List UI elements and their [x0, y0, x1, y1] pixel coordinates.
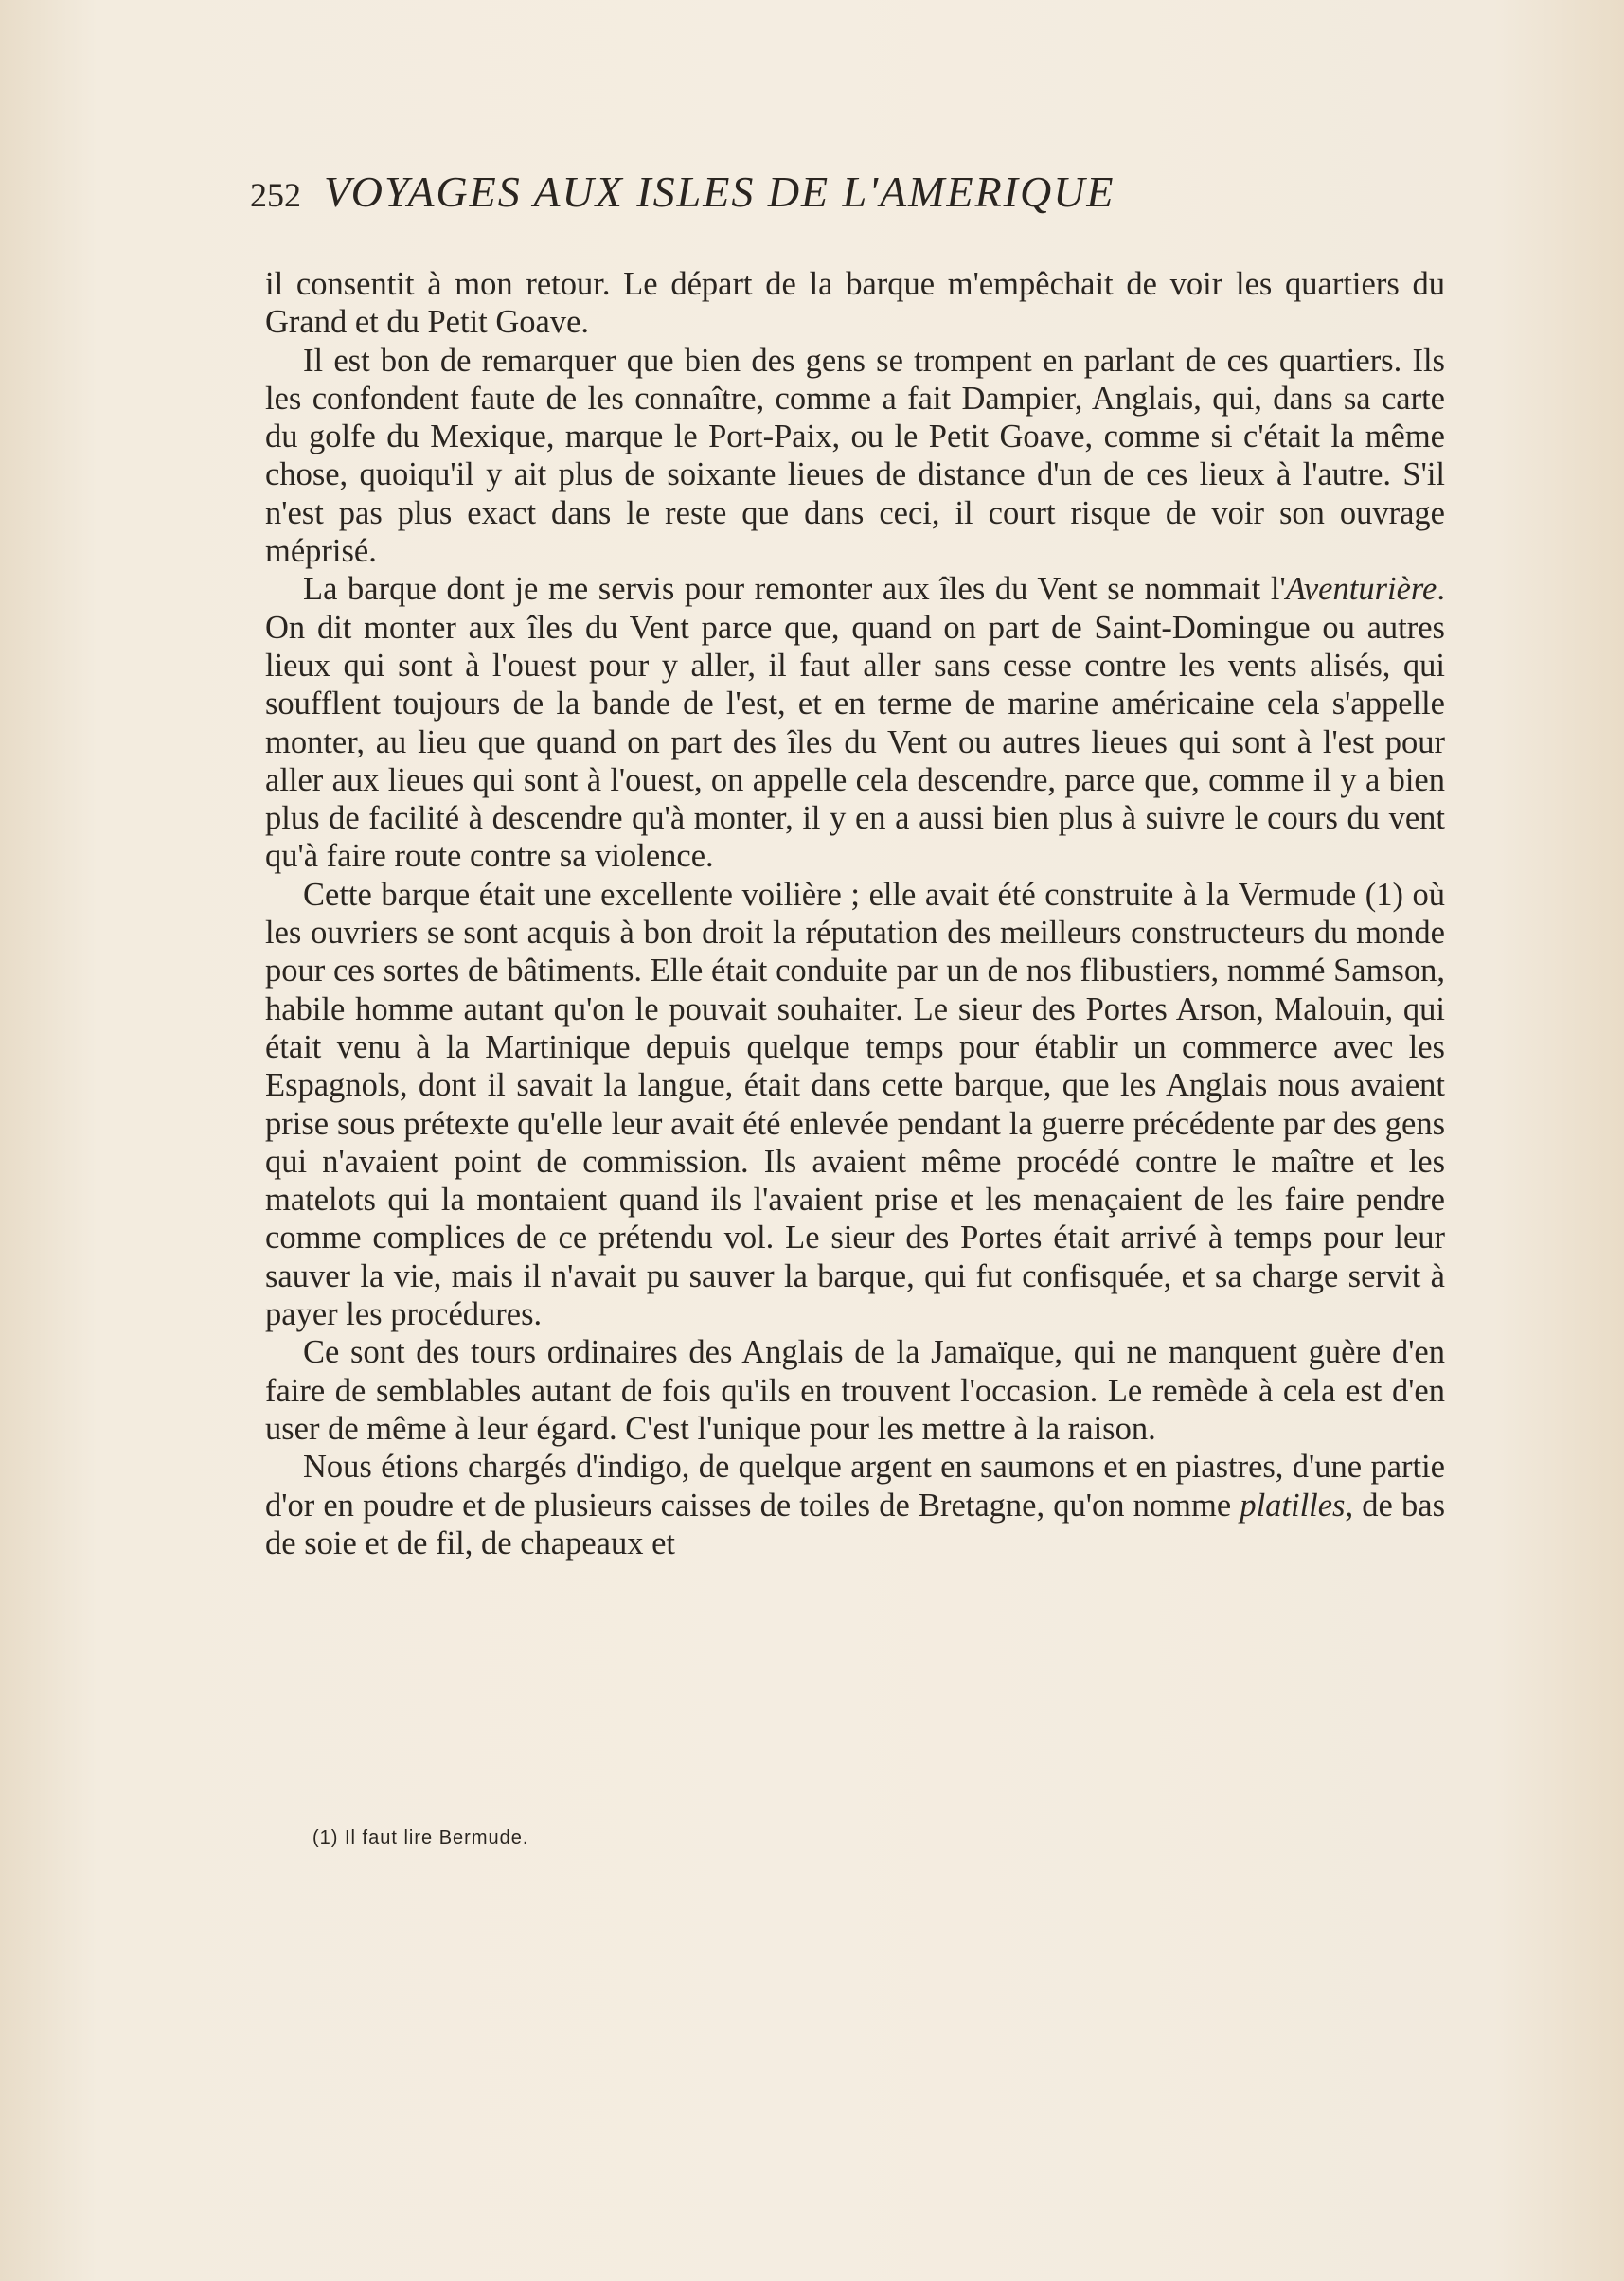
paragraph: Cette barque était une excellente voilière ; elle avait été construite à la Vermude (1) où les ouvriers se sont acquis à bon droit la réputation des meilleurs constructeurs du monde pour ces sortes de bâtiments. Elle était conduite par un de nos flibustiers, nommé Samson, habile homme autant qu'on le pouvait souhaiter. Le sieur des Portes Arson, Malouin, qui était venu à la Martinique depuis quelque temps pour établir un commerce avec les Espagnols, dont il savait la langue, était dans cette barque, que les Anglais nous avaient prise sous prétexte qu'elle leur avait été enlevée pendant la guerre précédente par des gens qui n'avaient point de commission. Ils avaient même procédé contre le maître et les matelots qui la montaient quand ils l'avaient prise et les menaçaient de les faire pendre comme complices de ce prétendu vol. Le sieur des Portes était arrivé à temps pour leur sauver la vie, mais il n'avait pu sauver la barque, qui fut confisquée, et sa charge servit à payer les procédures.	[265, 876, 1445, 1333]
paragraph-text: Nous étions chargés d'indigo, de quelque argent en saumons et en piastres, d'une partie d'or en poudre et de plusieurs caisses de toiles de Bretagne, qu'on nomme	[265, 1449, 1445, 1524]
footnote: (1) Il faut lire Bermude.	[312, 1827, 529, 1848]
paragraph	[265, 570, 1445, 875]
page-header	[250, 167, 1424, 227]
body-text	[265, 265, 1445, 1562]
paragraph-text: de bas de soie et de fil, de chapeaux et	[265, 1487, 1445, 1561]
paragraph	[265, 1448, 1445, 1562]
paragraph-text: . On dit monter aux îles du Vent parce que, quand on part de Saint-Domingue ou autres lieux qui sont à l'ouest pour y aller, il faut aller sans cesse contre les vents alisés, qui soufflent toujours de la bande de l'est, et en terme de marine américaine cela s'appelle monter, au lieu que quand on part des îles du Vent ou autres lieues qui sont à l'est pour aller aux lieues qui sont à l'ouest, on appelle cela descendre, parce que, comme il y a bien plus de facilité à descendre qu'à monter, il y en a aussi bien plus à suivre le cours du vent qu'à faire route contre sa violence.	[265, 571, 1445, 875]
page-number: 252	[250, 176, 301, 214]
paragraph-text: La barque dont je me servis pour remonter aux îles du Vent se nommait l'	[303, 571, 1286, 608]
paragraph: Ce sont des tours ordinaires des Anglais de la Jamaïque, qui ne manquent guère d'en faire de semblables autant de fois qu'ils en trouvent l'occasion. Le remède à cela est d'en user de même à leur égard. C'est l'unique pour les mettre à la raison.	[265, 1334, 1445, 1447]
paragraph: il consentit à mon retour. Le départ de la barque m'empêchait de voir les quartiers du Grand et du Petit Goave.	[265, 266, 1445, 341]
paragraph: Il est bon de remarquer que bien des gens se trompent en parlant de ces quartiers. Ils les confondent faute de les connaître, comme a fait Dampier, Anglais, qui, dans sa carte du golfe du Mexique, marque le Port-Paix, ou le Petit Goave, comme si c'était la même chose, quoiqu'il y ait plus de soixante lieues de distance d'un de ces lieux à l'autre. S'il n'est pas plus exact dans le reste que dans ceci, il court risque de voir son ouvrage méprisé.	[265, 342, 1445, 570]
running-title: VOYAGES AUX ISLES DE L'AMERIQUE	[324, 168, 1115, 216]
italic-ship-name: Aventurière	[1285, 571, 1437, 608]
italic-term: platilles,	[1240, 1487, 1354, 1524]
